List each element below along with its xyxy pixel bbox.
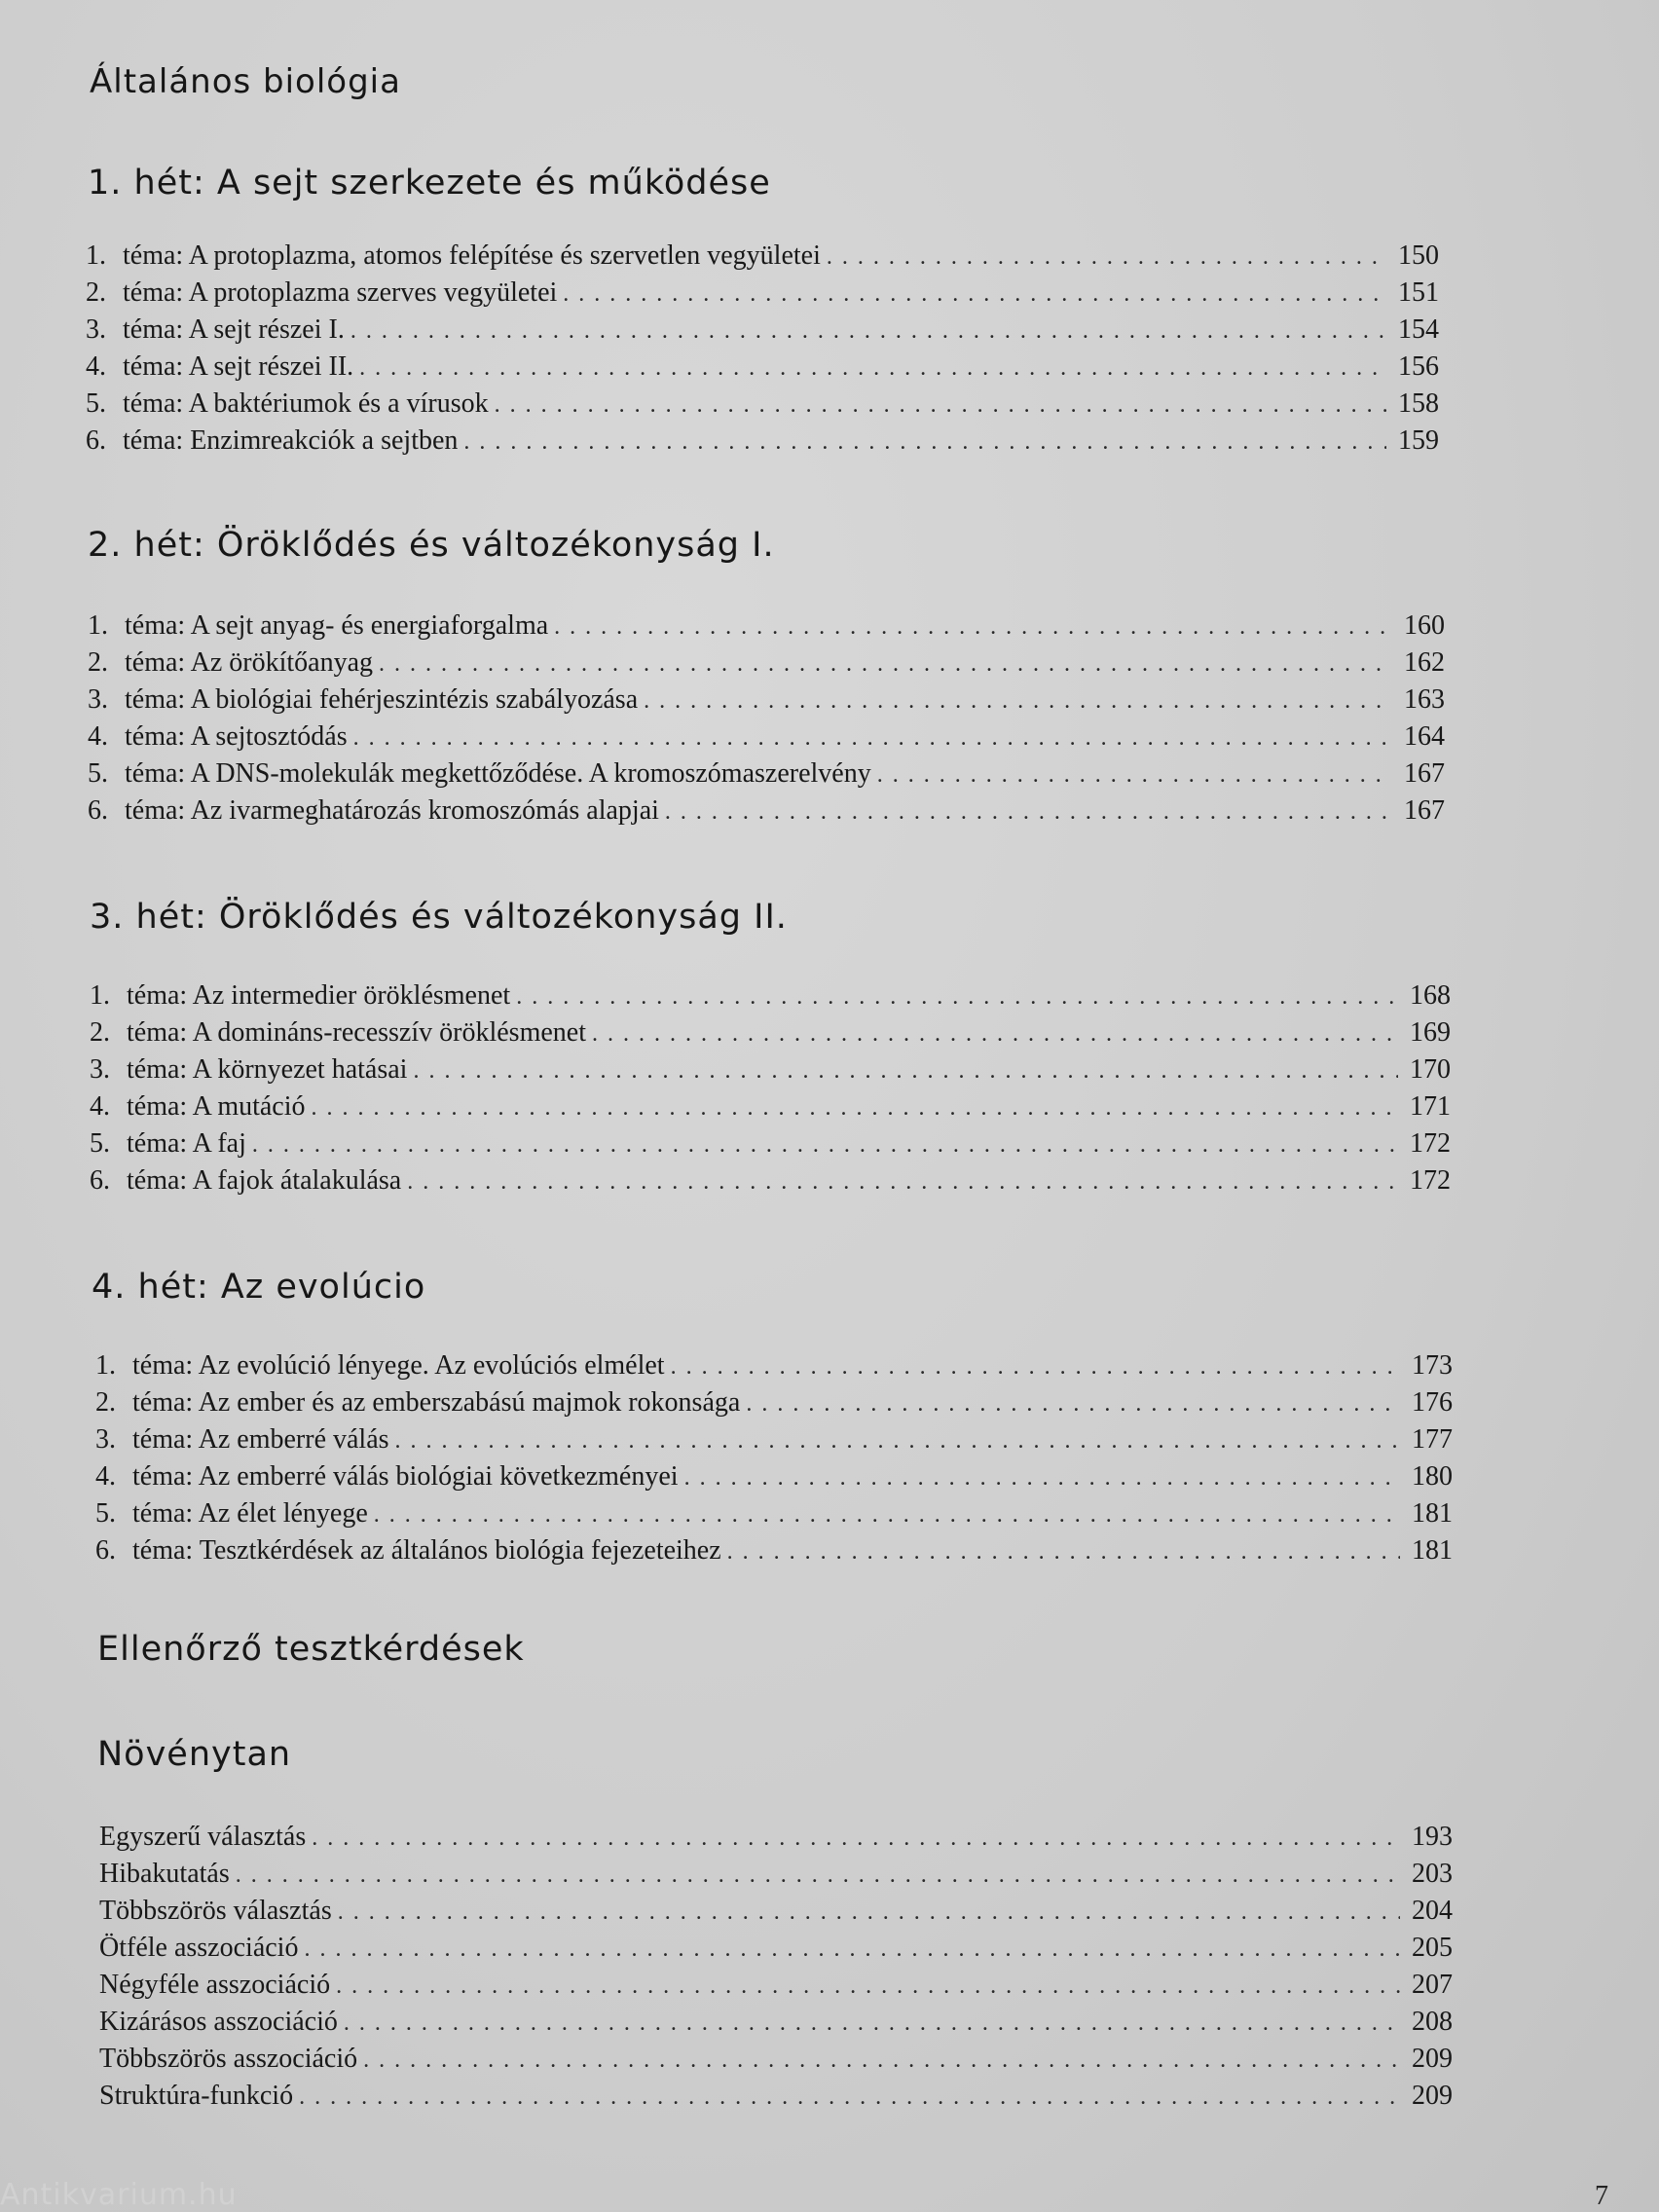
page-ref: 158 — [1398, 388, 1439, 419]
leader-dots — [684, 1459, 1400, 1496]
leader-dots — [563, 276, 1386, 313]
watermark: Antikvarium.hu — [0, 2178, 238, 2212]
item-label: téma: A sejt anyag- és energiaforgalma — [125, 610, 549, 641]
test-list — [99, 1819, 1453, 2115]
leader-dots — [252, 1126, 1398, 1163]
item-label: téma: A biológiai fehérjeszintézis szabályozása — [125, 684, 639, 715]
item-label: téma: Az emberré válás — [132, 1424, 389, 1455]
page-ref: 209 — [1412, 2044, 1453, 2074]
item-number: 6. — [95, 1535, 116, 1566]
item-label: téma: A sejt részei II. — [123, 351, 354, 382]
leader-dots — [746, 1385, 1400, 1422]
leader-dots — [312, 1820, 1400, 1857]
item-label: téma: A sejt részei I. — [123, 314, 345, 345]
page-ref: 208 — [1412, 2007, 1453, 2037]
toc-row[interactable] — [95, 1495, 1453, 1532]
item-label: téma: A domináns-recesszív öröklésmenet — [127, 1017, 586, 1048]
toc-row[interactable] — [88, 793, 1445, 830]
leader-dots — [827, 239, 1386, 276]
toc-row[interactable] — [95, 1384, 1453, 1421]
leader-dots — [644, 682, 1392, 719]
item-label: téma: A protoplazma, atomos felépítése és szervetlen vegyületei — [123, 240, 821, 271]
item-number: 1. — [88, 610, 108, 641]
toc-row[interactable] — [90, 1014, 1451, 1051]
item-label: téma: A mutáció — [127, 1091, 306, 1122]
page-ref: 181 — [1412, 1498, 1453, 1529]
page-ref: 167 — [1404, 795, 1445, 826]
page-ref: 204 — [1412, 1896, 1453, 1926]
leader-dots — [374, 1496, 1400, 1533]
toc-row[interactable] — [99, 2004, 1453, 2041]
page-ref: 150 — [1398, 240, 1439, 271]
week-3-heading: 3. hét: Öröklődés és változékonyság II. — [90, 898, 788, 937]
toc-row[interactable] — [99, 1819, 1453, 1856]
toc-row[interactable] — [86, 386, 1439, 423]
page-ref: 172 — [1410, 1128, 1451, 1159]
week-1-heading: 1. hét: A sejt szerkezete és működése — [88, 164, 771, 203]
item-number: 2. — [86, 277, 106, 308]
item-number: 2. — [90, 1017, 110, 1048]
toc-row[interactable] — [95, 1532, 1453, 1569]
page-ref: 162 — [1404, 647, 1445, 678]
page-ref: 159 — [1398, 425, 1439, 456]
toc-row[interactable] — [88, 756, 1445, 793]
toc-row[interactable] — [95, 1458, 1453, 1495]
item-number: 2. — [95, 1387, 116, 1418]
item-number: 6. — [90, 1165, 110, 1196]
leader-dots — [353, 719, 1392, 756]
page-ref: 156 — [1398, 351, 1439, 382]
item-label: téma: Tesztkérdések az általános biológia fejezeteihez — [132, 1535, 721, 1566]
page-ref: 163 — [1404, 684, 1445, 715]
item-label: téma: A faj — [127, 1128, 246, 1159]
item-label: téma: Az örökítőanyag — [125, 647, 374, 678]
toc-row[interactable] — [99, 1967, 1453, 2004]
item-label: téma: A fajok átalakulása — [127, 1165, 402, 1196]
item-number: 4. — [88, 721, 108, 752]
toc-row[interactable] — [88, 645, 1445, 682]
toc-row[interactable] — [90, 1125, 1451, 1162]
leader-dots — [463, 424, 1386, 461]
item-number: 4. — [86, 351, 106, 382]
leader-dots — [592, 1015, 1398, 1052]
page-ref: 168 — [1410, 980, 1451, 1011]
toc-row[interactable] — [86, 275, 1439, 312]
leader-dots — [665, 793, 1392, 830]
leader-dots — [236, 1857, 1400, 1894]
toc-row[interactable] — [95, 1347, 1453, 1384]
leader-dots — [413, 1052, 1398, 1089]
leader-dots — [312, 1089, 1398, 1126]
item-number: 6. — [86, 425, 106, 456]
week-2-list — [88, 608, 1445, 830]
item-number: 5. — [86, 388, 106, 419]
page-ref: 171 — [1410, 1091, 1451, 1122]
item-label: Struktúra-funkció — [99, 2081, 294, 2111]
page-ref: 160 — [1404, 610, 1445, 641]
leader-dots — [877, 756, 1392, 793]
toc-row[interactable] — [86, 238, 1439, 275]
page-ref: 172 — [1410, 1165, 1451, 1196]
leader-dots — [344, 2005, 1400, 2042]
leader-dots — [359, 350, 1386, 387]
item-number: 1. — [90, 980, 110, 1011]
leader-dots — [363, 2042, 1400, 2079]
toc-row[interactable] — [99, 2078, 1453, 2115]
item-label: téma: Az evolúció lényege. Az evolúciós elmélet — [132, 1350, 665, 1381]
page-ref: 181 — [1412, 1535, 1453, 1566]
item-label: téma: Az intermedier öröklésmenet — [127, 980, 511, 1011]
leader-dots — [379, 645, 1392, 682]
toc-row[interactable] — [90, 1088, 1451, 1125]
page-ref: 209 — [1412, 2081, 1453, 2111]
leader-dots — [495, 387, 1386, 424]
toc-row[interactable] — [99, 1893, 1453, 1930]
toc-row[interactable] — [88, 719, 1445, 756]
item-number: 1. — [95, 1350, 116, 1381]
leader-dots — [671, 1348, 1400, 1385]
item-number: 4. — [90, 1091, 110, 1122]
item-label: Ötféle asszociáció — [99, 1933, 299, 1963]
leader-dots — [516, 978, 1398, 1015]
item-number: 3. — [86, 314, 106, 345]
page-ref: 169 — [1410, 1017, 1451, 1048]
item-label: téma: Az élet lényege — [132, 1498, 368, 1529]
item-number: 1. — [86, 240, 106, 271]
toc-row[interactable] — [86, 312, 1439, 349]
page-ref: 193 — [1412, 1822, 1453, 1852]
toc-row[interactable] — [90, 1162, 1451, 1199]
toc-row[interactable] — [99, 1930, 1453, 1967]
toc-row[interactable] — [88, 682, 1445, 719]
item-label: Kizárásos asszociáció — [99, 2007, 338, 2037]
toc-row[interactable] — [88, 608, 1445, 645]
item-label: téma: A sejtosztódás — [125, 721, 348, 752]
item-label: Többszörös választás — [99, 1896, 332, 1926]
page-ref: 205 — [1412, 1933, 1453, 1963]
item-number: 4. — [95, 1461, 116, 1492]
subsection-heading: Növénytan — [97, 1735, 292, 1774]
item-number: 5. — [90, 1128, 110, 1159]
toc-row[interactable] — [86, 349, 1439, 386]
item-label: téma: Az emberré válás biológiai következményei — [132, 1461, 679, 1492]
page-ref: 154 — [1398, 314, 1439, 345]
page-ref: 207 — [1412, 1970, 1453, 2000]
item-label: Többszörös asszociáció — [99, 2044, 358, 2074]
item-label: téma: Az ivarmeghatározás kromoszómás alapjai — [125, 795, 659, 826]
week-4-list — [95, 1347, 1453, 1569]
toc-row[interactable] — [90, 977, 1451, 1014]
item-number: 5. — [88, 758, 108, 789]
week-4-heading: 4. hét: Az evolúcio — [92, 1268, 426, 1307]
item-label: téma: A baktériumok és a vírusok — [123, 388, 489, 419]
leader-dots — [554, 608, 1392, 645]
leader-dots — [338, 1894, 1400, 1931]
week-3-list — [90, 977, 1451, 1199]
page-ref: 203 — [1412, 1859, 1453, 1889]
item-label: téma: A protoplazma szerves vegyületei — [123, 277, 558, 308]
week-2-heading: 2. hét: Öröklődés és változékonyság I. — [88, 526, 775, 565]
page-ref: 151 — [1398, 277, 1439, 308]
item-number: 3. — [95, 1424, 116, 1455]
section-heading: Ellenőrző tesztkérdések — [97, 1630, 525, 1669]
toc-row[interactable] — [99, 1856, 1453, 1893]
page-ref: 180 — [1412, 1461, 1453, 1492]
week-1-list — [86, 238, 1439, 460]
item-label: Egyszerű választás — [99, 1822, 307, 1852]
page-number: 7 — [1595, 2181, 1608, 2211]
leader-dots — [407, 1163, 1398, 1200]
page-title: Általános biológia — [90, 62, 401, 101]
toc-row[interactable] — [86, 423, 1439, 460]
leader-dots — [395, 1422, 1400, 1459]
item-label: Négyféle asszociáció — [99, 1970, 331, 2000]
toc-row[interactable] — [99, 2041, 1453, 2078]
item-label: téma: Enzimreakciók a sejtben — [123, 425, 459, 456]
page-ref: 176 — [1412, 1387, 1453, 1418]
page-ref: 177 — [1412, 1424, 1453, 1455]
item-number: 2. — [88, 647, 108, 678]
page-ref: 170 — [1410, 1054, 1451, 1085]
item-number: 3. — [88, 684, 108, 715]
toc-row[interactable] — [90, 1051, 1451, 1088]
leader-dots — [299, 2079, 1400, 2116]
toc-row[interactable] — [95, 1421, 1453, 1458]
page-ref: 164 — [1404, 721, 1445, 752]
item-label: téma: A DNS-molekulák megkettőződése. A kromoszómaszerelvény — [125, 758, 871, 789]
item-label: téma: A környezet hatásai — [127, 1054, 408, 1085]
item-number: 6. — [88, 795, 108, 826]
item-number: 3. — [90, 1054, 110, 1085]
leader-dots — [727, 1533, 1400, 1570]
leader-dots — [304, 1931, 1400, 1968]
page-ref: 167 — [1404, 758, 1445, 789]
item-label: téma: Az ember és az emberszabású majmok rokonsága — [132, 1387, 741, 1418]
leader-dots — [350, 313, 1386, 350]
page-ref: 173 — [1412, 1350, 1453, 1381]
item-label: Hibakutatás — [99, 1859, 230, 1889]
item-number: 5. — [95, 1498, 116, 1529]
leader-dots — [336, 1968, 1400, 2005]
